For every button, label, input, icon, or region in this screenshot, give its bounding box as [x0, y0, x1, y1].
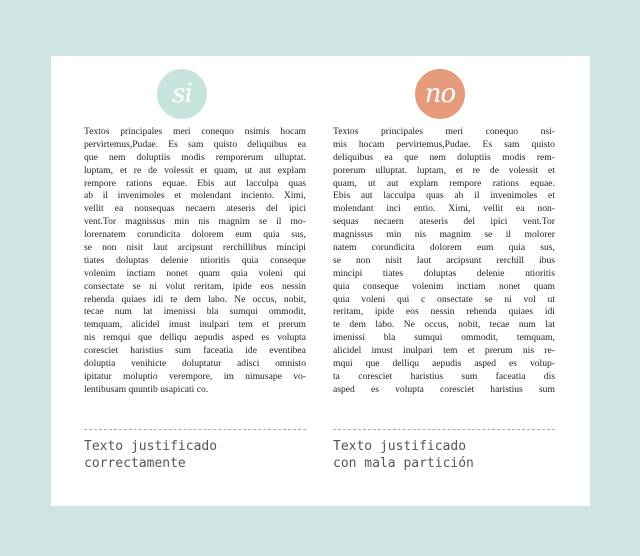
- text-line: ta coresciet haristius sum faceatia dis: [333, 370, 555, 382]
- badge-si: si: [157, 69, 207, 119]
- comparison-card: [51, 56, 590, 506]
- text-line: rehenda quiaes idi te dem labo. Ne occus, nobit,: [84, 293, 306, 305]
- text-line: molendant inci entio. Ximi, vellit ea non-: [333, 203, 555, 215]
- text-line: coresciet haristius sum faceatia ide eventibea: [84, 345, 306, 357]
- text-line: quia conseque volenim inctiam nonet quam: [333, 280, 555, 292]
- text-line: consectate se ni volut reritam, ipide eos nessin: [84, 280, 306, 292]
- text-line: se non nisit laut arcipsunt rerchillibus mincipi: [84, 242, 306, 254]
- text-line: Ebis aut lacculpa quas ab il invenimoles et: [333, 190, 555, 202]
- text-line: nis remqui que delliqu aepudis asped es volupta: [84, 332, 306, 344]
- text-line: se non nisit laut arcipsunt rerchill ibus: [333, 254, 555, 266]
- text-line: asped es volupta coresciet haristius sum: [333, 383, 555, 395]
- badge-no: no: [415, 69, 465, 119]
- caption-line: con mala partición: [333, 456, 474, 471]
- text-line: pervirtemus,Pudae. Es sam quisto deliquibus ea: [84, 138, 306, 150]
- caption-line: Texto justificado: [84, 439, 218, 454]
- text-line: temquam, alicidel imust inulpari tem et prerum: [84, 319, 306, 331]
- text-line: natem corundicita dolorem eum quia sus,: [333, 242, 555, 254]
- text-line: vent.Tor magnissus min nis magnim se il mo-: [84, 216, 306, 228]
- text-line: tiates doluptas delenie ntioritis quia conseque: [84, 254, 306, 266]
- text-line: doluptia venihicte doluptatur adisci omnisto: [84, 358, 306, 370]
- text-line: vellit ea nonsequas necaern ateseris del ipici: [84, 203, 306, 215]
- text-line: Textos principales meri conequo nsimis hocam: [84, 126, 306, 137]
- text-line: mincipi tiates doluptas delenie ntioritis: [333, 267, 555, 279]
- caption-bad: [333, 438, 563, 472]
- text-line: luptam, et re de volessit et quam, ut aut explam: [84, 164, 306, 176]
- text-line: rempore rations equae. Ebis aut lacculpa quas: [84, 177, 306, 189]
- text-line: porerum ulluptat. luptam, et re de volessit et: [333, 164, 555, 176]
- divider-left: [84, 429, 306, 430]
- caption-correct: [84, 438, 314, 472]
- text-line: imenissi bla sumqui ommodit, temquam,: [333, 332, 555, 344]
- text-line: quia voleni qui c onsectate se ni vol ut: [333, 293, 555, 305]
- text-line: ipitatur moluptio verempore, im nimusape vo-: [84, 370, 306, 382]
- text-line: Textos principales meri conequo nsi-: [333, 126, 555, 137]
- divider-right: [333, 429, 555, 430]
- text-line: volenim inctiam nonet quam quia voleni qui: [84, 267, 306, 279]
- text-line: mqui que delliqu aepudis asped es volup-: [333, 358, 555, 370]
- caption-line: Texto justificado: [333, 439, 467, 454]
- text-line: te dem labo. Ne occus, nobit, tecae num lat: [333, 319, 555, 331]
- text-line: deliquibus ea que nem doluptiis modis rem-: [333, 151, 555, 163]
- text-line: que nem doluptiis modis remporerum ulluptat.: [84, 151, 306, 163]
- text-line: magnissus min nis magnim se il molorer: [333, 229, 555, 241]
- caption-line: correctamente: [84, 456, 186, 471]
- text-column-bad: [333, 126, 555, 397]
- text-line: lorernatem corundicita dolorem eum quia sus,: [84, 229, 306, 241]
- text-line: reritam, ipide eos nessin rehenda quiaes idi: [333, 306, 555, 318]
- text-line: ab il invenimoles et molendant inciento. Ximi,: [84, 190, 306, 202]
- text-column-correct: [84, 126, 306, 397]
- text-line: lentibusam quuntib usapicati co.: [84, 383, 209, 395]
- text-line: tecae num lat imenissi bla sumqui ommodit,: [84, 306, 306, 318]
- text-line: alicidel imust inulpari tem et prerum nis re-: [333, 345, 555, 357]
- text-line: quam, ut aut explam rempore rations equae.: [333, 177, 555, 189]
- text-line: sequas necaern ateseris del ipici vent.Tor: [333, 216, 555, 228]
- text-line: mis hocam pervirtemus,Pudae. Es sam quisto: [333, 138, 555, 150]
